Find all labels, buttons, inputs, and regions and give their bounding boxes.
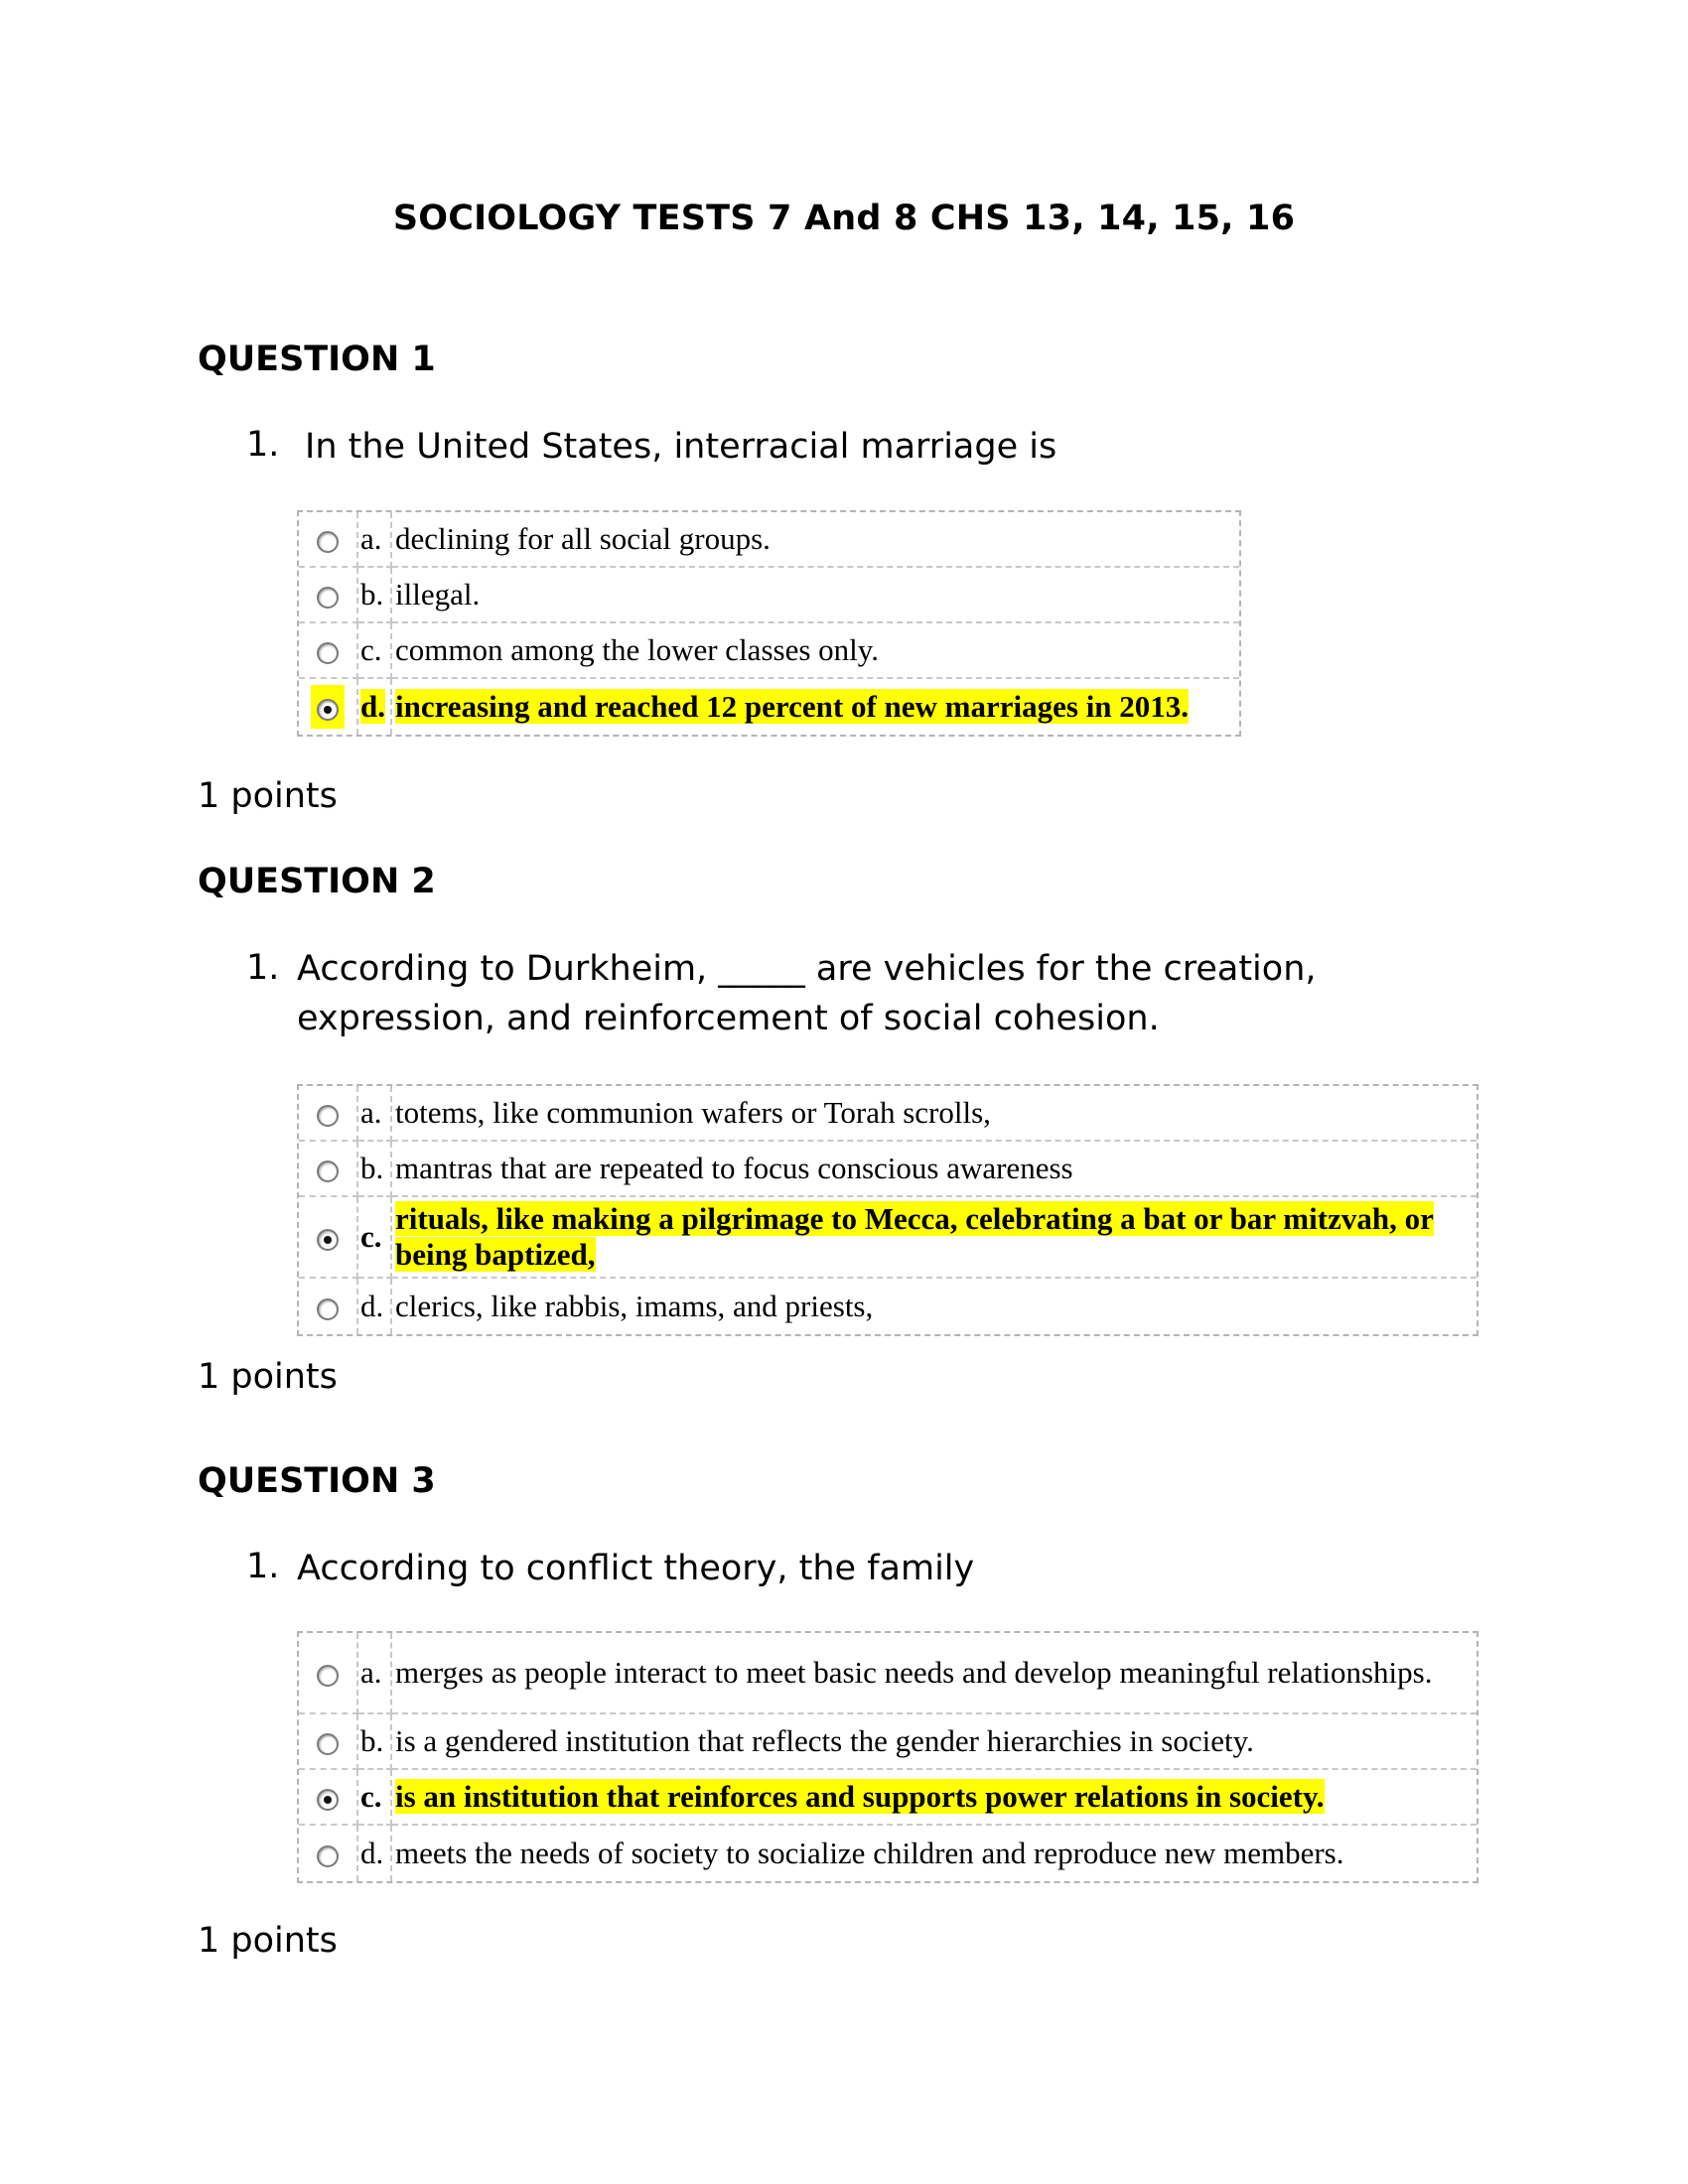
option-letter: b. [358,1142,392,1197]
radio-button[interactable] [317,1845,339,1867]
option-letter: d. [358,1279,392,1334]
radio-button-selected[interactable] [317,699,339,721]
question-2-points: 1 points [198,1357,338,1397]
question-1-heading: QUESTION 1 [198,340,436,379]
question-1-number: 1. [246,425,280,465]
answer-row[interactable] [299,1633,1477,1714]
answer-row[interactable] [299,623,1239,679]
option-text: mantras that are repeated to focus conscious awareness [392,1142,1477,1197]
question-1-answers [297,510,1241,737]
option-letter: d. [358,1826,392,1881]
option-text: totems, like communion wafers or Torah scrolls, [392,1086,1477,1142]
answer-row[interactable] [299,512,1239,568]
option-letter: d. [360,689,385,724]
radio-button[interactable] [317,1733,339,1755]
option-letter: c. [360,1219,382,1254]
option-letter: c. [358,623,392,679]
option-letter: b. [358,1714,392,1770]
option-text: declining for all social groups. [392,512,1239,568]
radio-button[interactable] [317,1298,339,1320]
document-title: SOCIOLOGY TESTS 7 And 8 CHS 13, 14, 15, 16 [392,199,1296,238]
radio-button[interactable] [317,587,339,609]
answer-row-selected[interactable] [299,1770,1477,1826]
question-3-heading: QUESTION 3 [198,1461,436,1501]
radio-button[interactable] [317,1105,339,1127]
option-letter: b. [358,568,392,623]
answer-row[interactable] [299,1279,1477,1334]
answer-row[interactable] [299,1086,1477,1142]
question-2-answers [297,1084,1478,1336]
question-3-answers [297,1631,1478,1883]
answer-row-selected[interactable] [299,1197,1477,1279]
option-text: common among the lower classes only. [392,623,1239,679]
option-text: is a gendered institution that reflects the gender hierarchies in society. [392,1714,1477,1770]
answer-row[interactable] [299,1142,1477,1197]
question-3-number: 1. [246,1547,280,1586]
option-letter: a. [358,512,392,568]
option-text: increasing and reached 12 percent of new marriages in 2013. [395,689,1190,724]
question-1-text: In the United States, interracial marriage is [305,427,1057,467]
answer-row[interactable] [299,1826,1477,1881]
radio-button[interactable] [317,1665,339,1687]
question-2-heading: QUESTION 2 [198,862,436,901]
option-text: is an institution that reinforces and supports power relations in society. [395,1779,1325,1814]
question-1-points: 1 points [198,776,338,816]
option-text: meets the needs of society to socialize children and reproduce new members. [395,1836,1344,1870]
option-letter: a. [358,1633,392,1714]
option-letter: c. [360,1779,382,1814]
question-3-points: 1 points [198,1921,338,1961]
question-2-number: 1. [246,948,280,988]
option-text: rituals, like making a pilgrimage to Mecca, celebrating a bat or bar mitzvah, or being baptized, [395,1201,1434,1272]
answer-row[interactable] [299,568,1239,623]
radio-button[interactable] [317,531,339,553]
radio-button[interactable] [317,642,339,664]
question-2-text: According to Durkheim, _____ are vehicles for the creation, expression, and reinforcement of social cohesion. [297,949,1317,1038]
radio-button[interactable] [317,1160,339,1182]
option-text: merges as people interact to meet basic needs and develop meaningful relationships. [392,1633,1477,1714]
radio-button-selected[interactable] [317,1789,339,1811]
answer-row[interactable] [299,1714,1477,1770]
radio-button-selected[interactable] [317,1229,339,1251]
option-text: clerics, like rabbis, imams, and priests, [395,1289,874,1323]
option-letter: a. [358,1086,392,1142]
option-text: illegal. [392,568,1239,623]
answer-row-selected[interactable] [299,679,1239,735]
question-3-text: According to conflict theory, the family [297,1549,975,1588]
